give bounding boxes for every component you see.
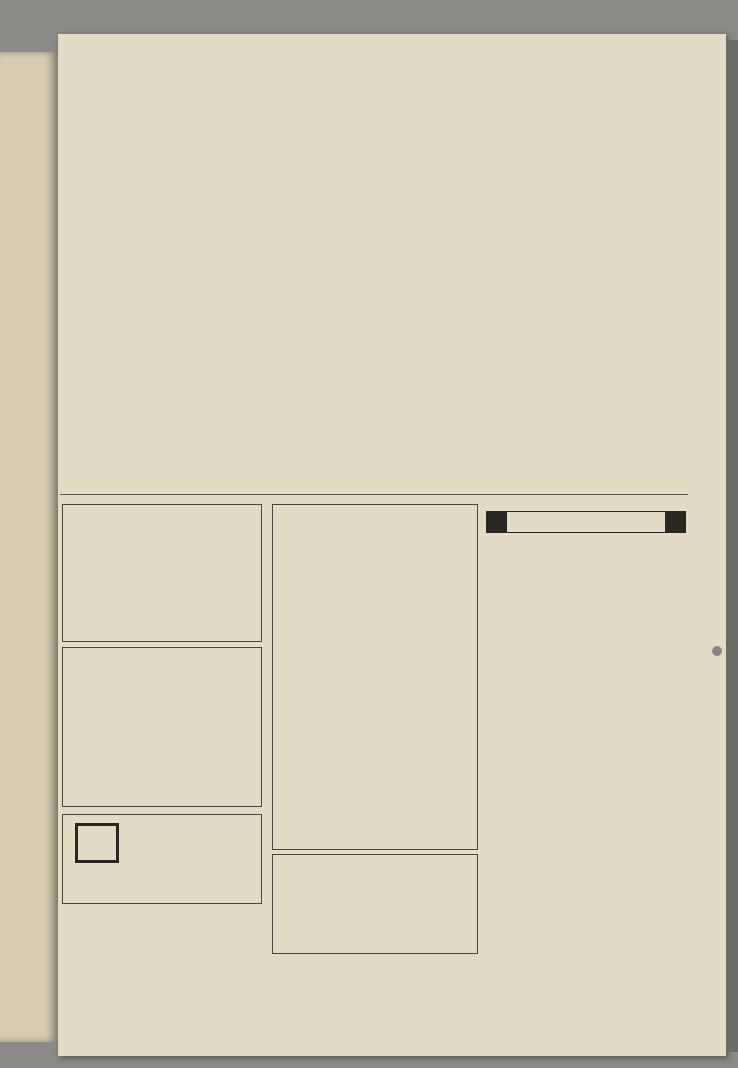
predikbeurten-banner xyxy=(486,511,686,533)
page-edge-shadow xyxy=(726,40,738,1052)
blankestijn-funeral-advert xyxy=(62,814,262,904)
barneveld-funeral-advert xyxy=(62,647,262,807)
family-advert-box xyxy=(62,504,262,642)
banner-block-right xyxy=(665,512,685,532)
binding-hole xyxy=(712,646,722,656)
birth-announcement xyxy=(272,854,478,954)
jubilee-announcement xyxy=(272,504,478,850)
blankestijn-logo xyxy=(75,823,119,863)
previous-page-margin xyxy=(0,52,58,1042)
section-divider xyxy=(60,494,688,495)
banner-block-left xyxy=(487,512,507,532)
jaarboekje-notice xyxy=(488,940,688,945)
newspaper-page xyxy=(58,34,726,1056)
